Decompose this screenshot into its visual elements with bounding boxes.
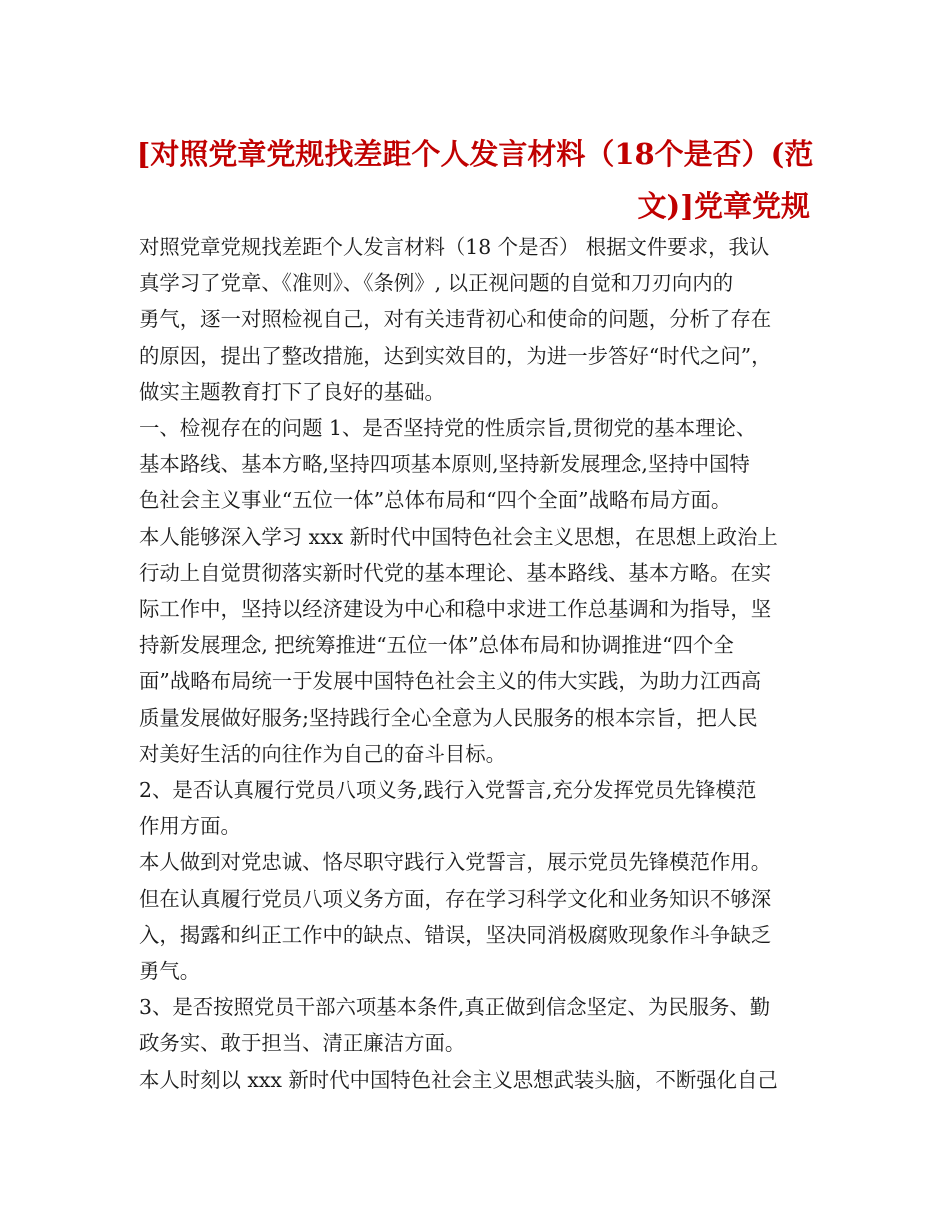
body-line: 对照党章党规找差距个人发言材料（18 个是否） 根据文件要求，我认	[139, 235, 770, 259]
body-line: 3、是否按照党员干部六项基本条件,真正做到信念坚定、为民服务、勤	[139, 995, 771, 1020]
body-line: 持新发展理念, 把统筹推进“五位一体”总体布局和协调推进“四个全	[139, 633, 734, 658]
body-line: 政务实、敢于担当、清正廉洁方面。	[139, 1031, 466, 1056]
body-line: 的原因，提出了整改措施，达到实效目的，为进一步答好“时代之问”，	[139, 343, 772, 368]
body-line: 但在认真履行党员八项义务方面，存在学习科学文化和业务知识不够深	[139, 886, 772, 911]
body-line: 作用方面。	[139, 814, 241, 839]
body-line: 色社会主义事业“五位一体”总体布局和“四个全面”战略布局方面。	[139, 488, 732, 513]
body-line: 本人能够深入学习 xxx 新时代中国特色社会主义思想，在思想上政治上	[139, 524, 778, 549]
body-line: 一、检视存在的问题 1、是否坚持党的性质宗旨,贯彻党的基本理论、	[139, 416, 757, 441]
body-line: 2、是否认真履行党员八项义务,践行入党誓言,充分发挥党员先锋模范	[139, 778, 757, 803]
body-line: 勇气，逐一对照检视自己，对有关违背初心和使命的问题，分析了存在	[139, 307, 772, 332]
title-line-1: [对照党章党规找差距个人发言材料（18个是否）(范	[136, 137, 814, 171]
body-line: 做实主题教育打下了良好的基础。	[139, 379, 445, 404]
body-line: 勇气。	[139, 959, 201, 984]
body-line: 行动上自觉贯彻落实新时代党的基本理论、基本路线、基本方略。在实	[139, 560, 772, 585]
body-line: 质量发展做好服务;坚持践行全心全意为人民服务的根本宗旨，把人民	[139, 705, 758, 730]
body-line: 本人时刻以 xxx 新时代中国特色社会主义思想武装头脑，不断强化自己	[139, 1067, 778, 1092]
body-line: 基本路线、基本方略,坚持四项基本原则,坚持新发展理念,坚持中国特	[139, 452, 750, 477]
body-line: 际工作中，坚持以经济建设为中心和稳中求进工作总基调和为指导，坚	[139, 597, 772, 622]
body-line: 入，揭露和纠正工作中的缺点、错误，坚决同消极腐败现象作斗争缺乏	[139, 922, 772, 947]
title-line-2: 文)]党章党规	[637, 189, 810, 223]
body-line: 面”战略布局统一于发展中国特色社会主义的伟大实践，为助力江西高	[139, 669, 762, 694]
body-line: 本人做到对党忠诚、恪尽职守践行入党誓言，展示党员先锋模范作用。	[139, 850, 772, 875]
body-line: 真学习了党章、《准则》、《条例》, 以正视问题的自觉和刀刃向内的	[139, 271, 734, 296]
document-body	[139, 229, 819, 1098]
body-line: 对美好生活的向往作为自己的奋斗目标。	[139, 741, 507, 766]
document-title	[130, 128, 820, 232]
